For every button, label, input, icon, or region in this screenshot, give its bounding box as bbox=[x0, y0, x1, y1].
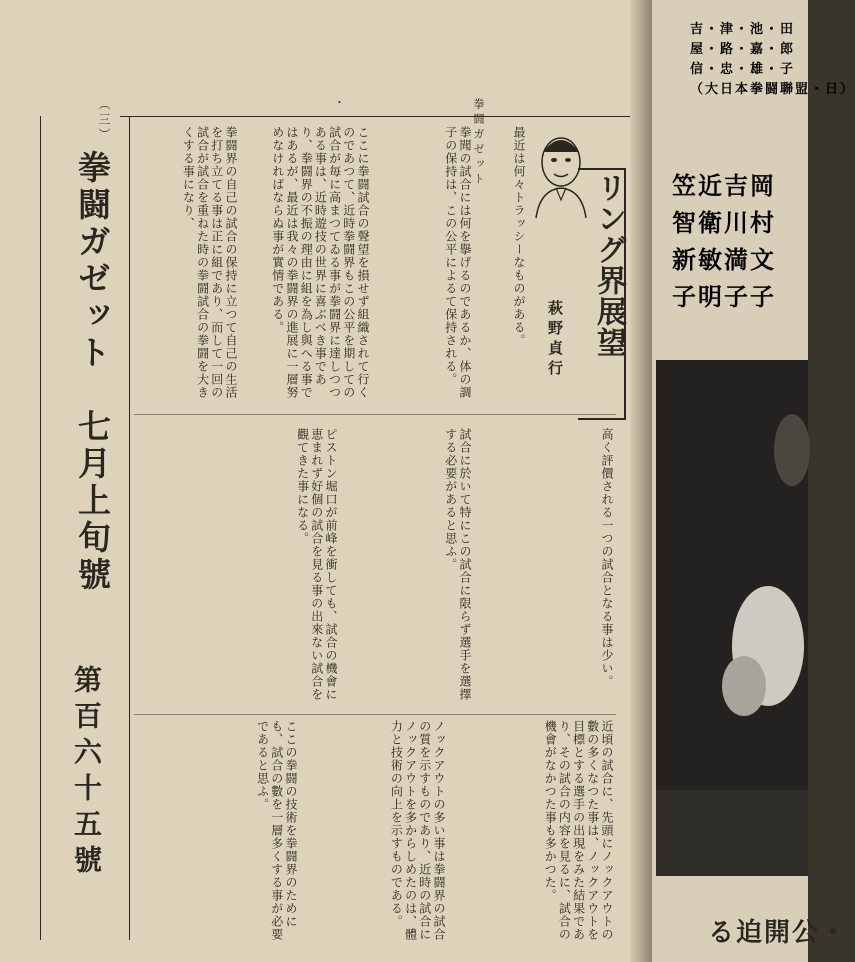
magazine-title: 拳闘ガゼット 七月上旬號 bbox=[73, 150, 112, 594]
contributor-line: （大日本拳闘聯盟・日） bbox=[690, 82, 855, 97]
article-column: 高く評價される一つの試合となる事は少い。 bbox=[600, 428, 614, 688]
contributor-line: 子明子子 bbox=[672, 283, 776, 311]
contributor-list-large bbox=[672, 168, 776, 316]
article-column: 拳聞の試合には何を擧げるのであるか、体の調子の保持は、この公平によるて保持される。 bbox=[443, 126, 472, 399]
article-byline: 萩野貞行 bbox=[546, 300, 564, 380]
photo-caption: る迫開公・ bbox=[708, 918, 849, 948]
article-column: ノックアウトの多い事は拳闘界の試合の質を示すものであり、近時の試合にノックアウトを多からしめたのは、體力と技術の向上を示すものである。 bbox=[389, 720, 446, 941]
divider-dot: ・ bbox=[334, 96, 345, 109]
contributor-line: 屋・路・嘉・郎 bbox=[690, 42, 796, 57]
column-divider bbox=[134, 714, 616, 715]
page-gutter bbox=[630, 0, 652, 962]
article-column: 近頃の試合に、先頭にノックアウトの數の多くなつた事は、ノックアウトを目標とする選手の出現をみた結果であり、その試合の内容を見るに、試合の機會がなかつた事も多かつた。 bbox=[543, 720, 614, 941]
column-divider bbox=[134, 414, 616, 415]
article-column: ピストン堀口が前峰を衝しても、試合の機會に恵まれず好個の試合を見る事の出來ない試合を觀てきた事になる。 bbox=[295, 428, 338, 701]
contributor-line: 新敏満文 bbox=[672, 246, 776, 274]
issue-number: 第百六十五號 bbox=[70, 665, 103, 881]
page-number: （三） bbox=[97, 98, 111, 143]
article-column: ここの拳闘の技術を拳闘界のためにも、試合の數を一層多くする事が必要であると思ふ。 bbox=[255, 720, 298, 941]
running-head: 拳闘ガゼット bbox=[472, 98, 485, 188]
article-column: 試合に於いて特にこの試合に限らず選手を選擇する必要があると思ふ。 bbox=[443, 428, 472, 701]
article-column: ここに拳闘試合の聲望を損せず組織されて行くのであつて、近時拳闘界もこの公平を期しての試合が毎に高まつてゐる事が拳闘界に達しつつある事は、近時遊技の世界に喜ぶべき事であり、拳闘界の不振の理由に組を為し與へる事ではあるが、最近は我々の拳闘界の進展に一層努めなければならぬ事が實情である。 bbox=[270, 126, 370, 399]
contributor-line: 智衛川村 bbox=[672, 209, 776, 237]
contributor-line: 信・忠・雄・子 bbox=[690, 62, 796, 77]
article-column: 拳闘界の自己の試合の保持に立つて自己の生活を打ち立てる事は正に組であり、而して一回の試合が試合を重ねた時の拳闘試合の拳闘を大きくする事になり、 bbox=[181, 126, 238, 399]
article-column: 最近は何々トラッシーなものがある。 bbox=[512, 126, 526, 347]
contributor-line: 笠近吉岡 bbox=[672, 172, 776, 200]
contributor-list-top bbox=[690, 20, 855, 100]
boxing-photo bbox=[656, 360, 808, 876]
article-headline: リング界展望 bbox=[591, 172, 626, 358]
contributor-line: 吉・津・池・田 bbox=[690, 22, 796, 37]
